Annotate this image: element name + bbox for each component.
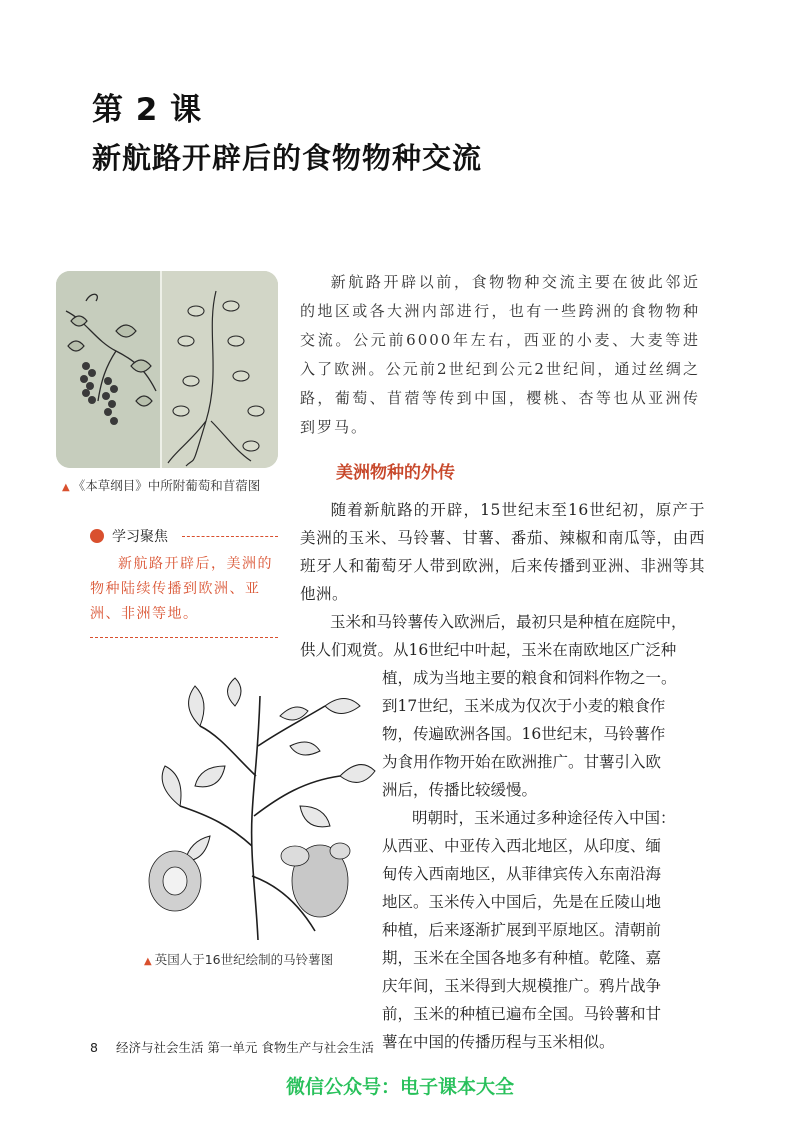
lesson-number: 第 2 课 (92, 92, 203, 128)
focus-bottom-divider (90, 637, 278, 638)
grape-alfalfa-figure (56, 271, 278, 468)
figure2-caption: ▲ 英国人于16世纪绘制的马铃薯图 (144, 952, 334, 967)
p2-line: 玉米和马铃薯传入欧洲后，最初只是种植在庭院中， (330, 613, 687, 631)
p3-line: 从西亚、中亚传入西北地区，从印度、缅 (382, 837, 662, 855)
p3-line: 地区。玉米传入中国后，先是在丘陵山地 (382, 893, 662, 911)
p2-line: 植，成为当地主要的粮食和饲料作物之一。 (382, 669, 677, 687)
p3-line: 前，玉米的种植已遍布全国。马铃薯和甘 (382, 1005, 662, 1023)
learning-focus-header (90, 526, 278, 546)
learning-focus-box (90, 526, 278, 638)
p2-line: 为食用作物开始在欧洲推广。甘薯引入欧 (382, 753, 662, 771)
p2-line: 物，传遍欧洲各国。16世纪末，马铃薯作 (382, 725, 666, 743)
p3-line: 薯在中国的传播历程与玉米相似。 (382, 1033, 615, 1051)
p3-line: 明朝时，玉米通过多种途径传入中国： (412, 809, 676, 827)
p2-line: 供人们观赏。从16世纪中叶起，玉米在南欧地区广泛种 (300, 641, 677, 659)
learning-focus-label: 学习聚焦 (112, 529, 168, 545)
p3-line: 甸传入西南地区，从菲律宾传入东南沿海 (382, 865, 662, 883)
page-title: 新航路开辟后的食物物种交流 (92, 141, 483, 175)
p3-line: 期，玉米在全国各地多有种植。乾隆、嘉 (382, 949, 662, 967)
p3-line: 庆年间，玉米得到大规模推广。鸦片战争 (382, 977, 662, 995)
page-footer (90, 1038, 374, 1056)
potato-plant-illustration (140, 676, 378, 940)
section-paragraph-1: 随着新航路的开辟，15世纪末至16世纪初，原产于美洲的玉米、马铃薯、甘薯、番茄、辣椒和南瓜等，由西班牙人和葡萄牙人带到欧洲，后来传播到亚洲、非洲等其他洲。 (300, 501, 705, 603)
footer-text: 经济与社会生活 第一单元 食物生产与社会生活 (115, 1040, 374, 1055)
wechat-watermark-text: 微信公众号：电子课本大全 (285, 1076, 514, 1098)
p2-line: 到17世纪，玉米成为仅次于小麦的粮食作 (382, 697, 666, 715)
caption-marker-icon: ▲ (62, 482, 70, 493)
intro-paragraph: 新航路开辟以前，食物物种交流主要在彼此邻近的地区或各大洲内部进行，也有一些跨洲的食物物种交流。公元前6000年左右，西亚的小麦、大麦等进入了欧洲。公元前2世纪到公元2世纪间，通过丝绸之路，葡萄、苜蓿等传到中国，樱桃、杏等也从亚洲传到罗马。 (300, 273, 700, 436)
p3-line: 种植，后来逐渐扩展到平原地区。清朝前 (382, 921, 662, 939)
focus-divider (182, 536, 278, 537)
grape-alfalfa-illustration (56, 271, 278, 468)
learning-focus-text: 新航路开辟后，美洲的物种陆续传播到欧洲、亚洲、非洲等地。 (90, 556, 273, 622)
p2-line: 洲后，传播比较缓慢。 (382, 781, 538, 799)
caption-marker-icon: ▲ (144, 956, 152, 967)
figure1-caption: ▲ 《本草纲目》中所附葡萄和苜蓿图 (62, 478, 261, 493)
section-title: 美洲物种的外传 (336, 463, 455, 483)
page-number: 8 (90, 1040, 98, 1055)
section-paragraph-3 (382, 804, 712, 1056)
focus-dot-icon (90, 529, 104, 543)
